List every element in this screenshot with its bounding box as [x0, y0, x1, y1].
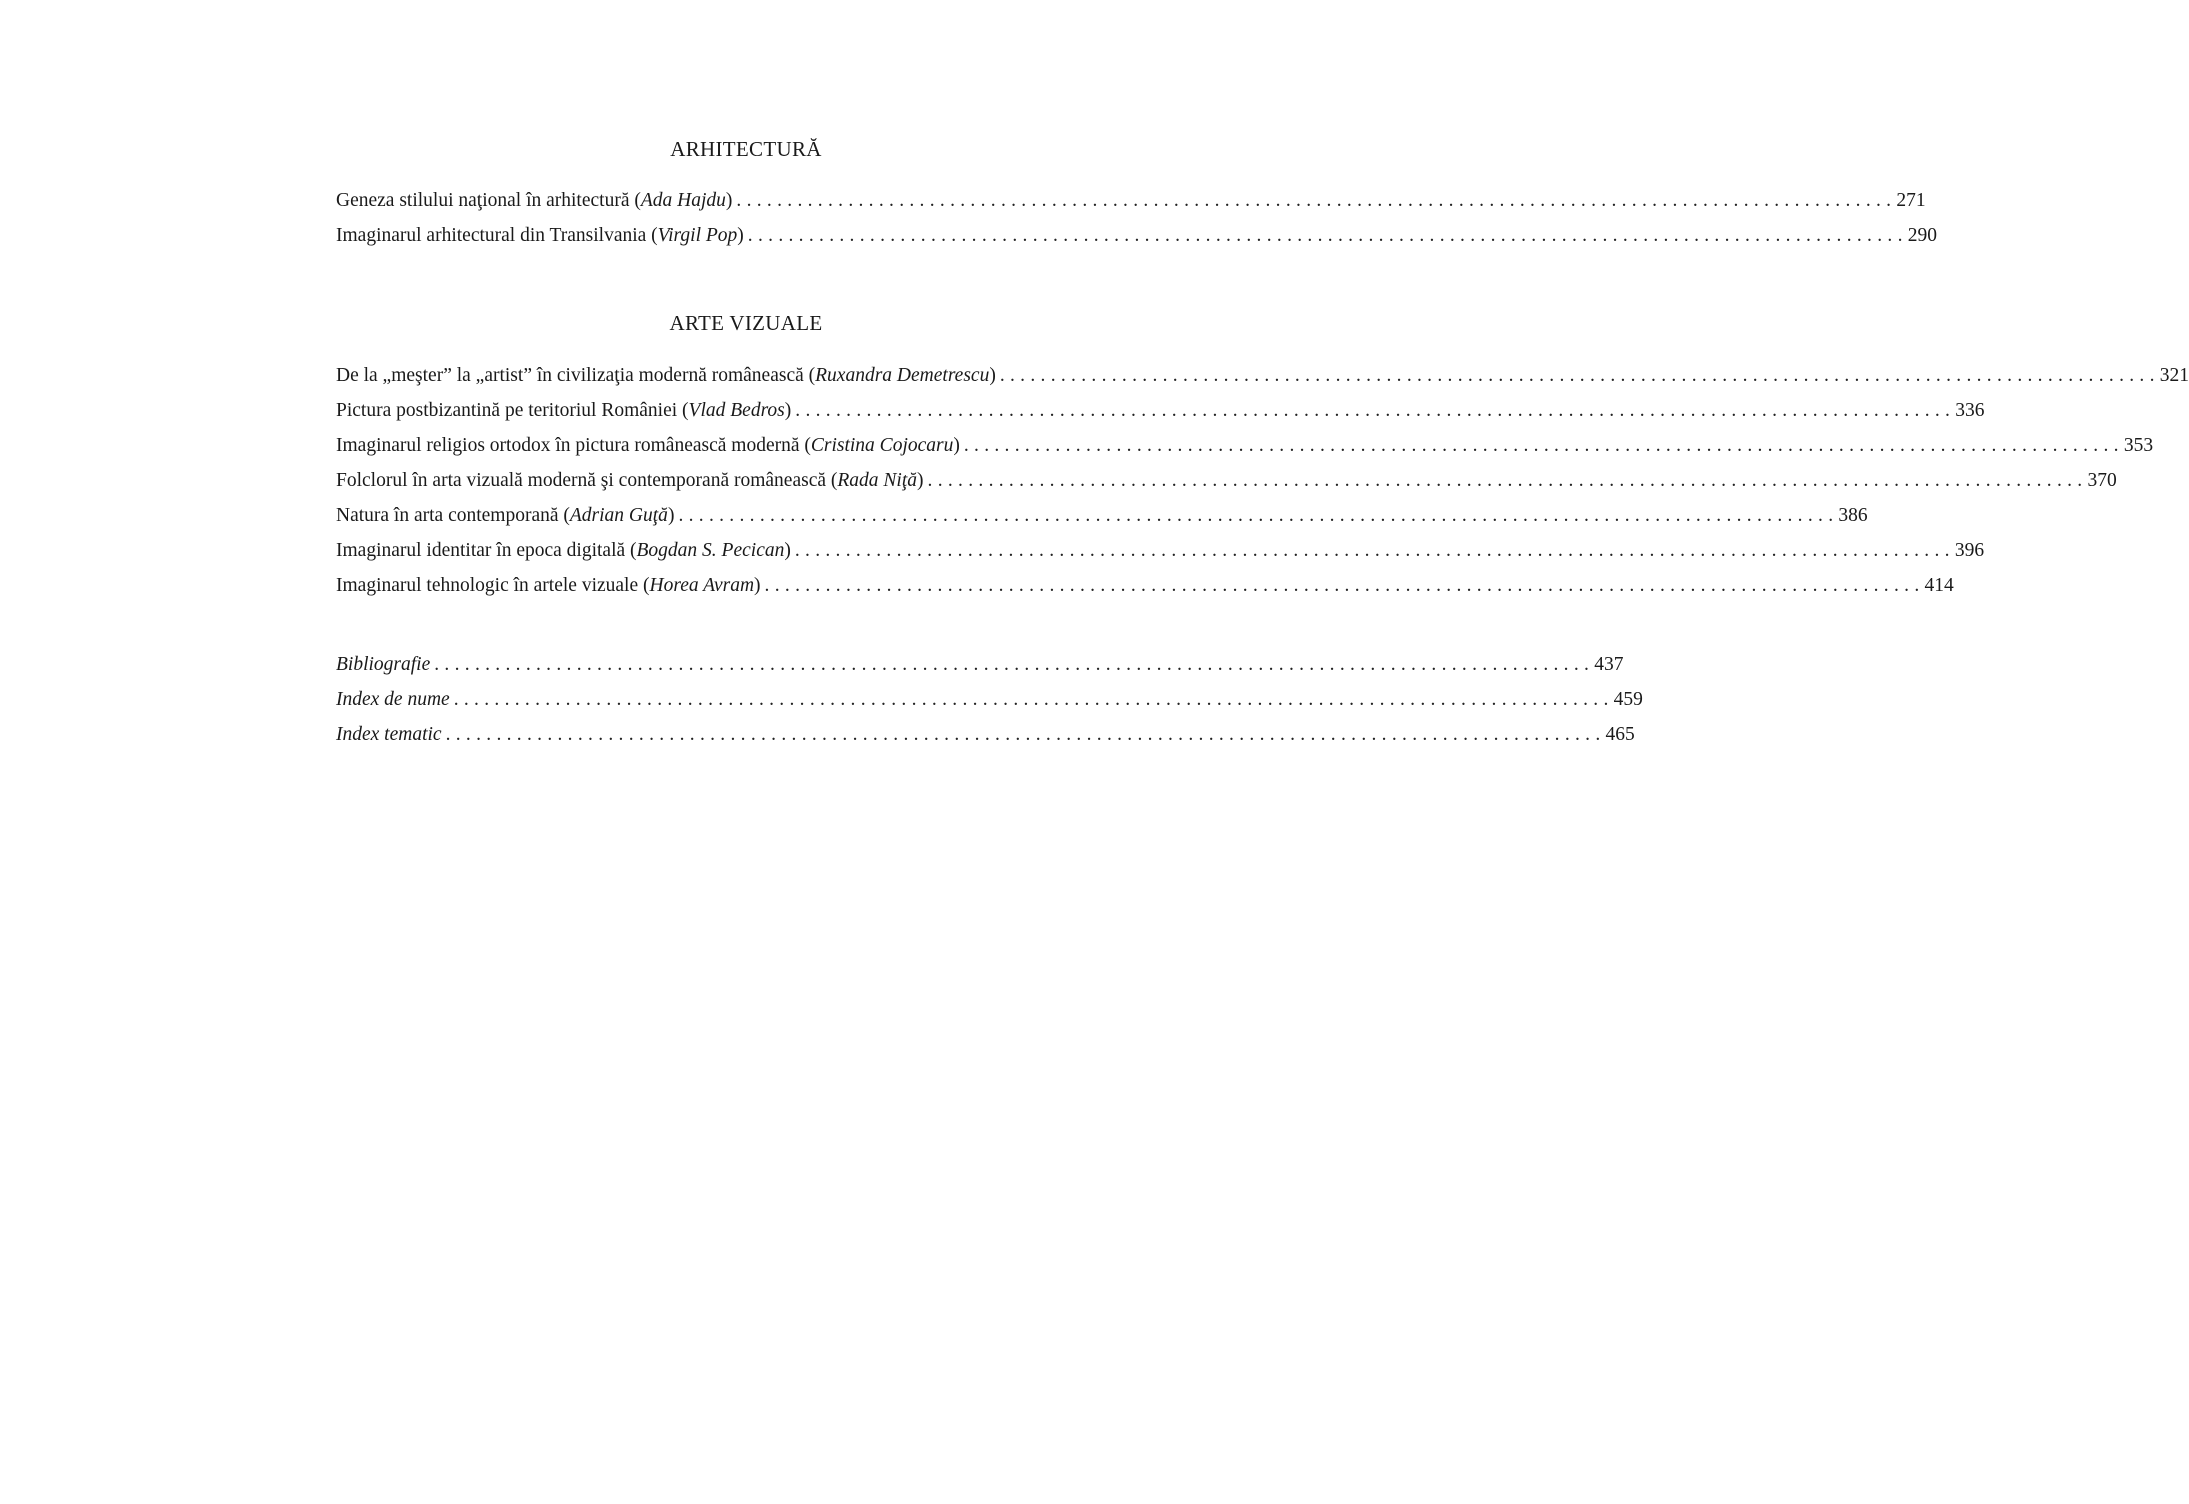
toc-entry[interactable] [336, 572, 1954, 600]
entry-author: Cristina Cojocaru [810, 435, 954, 456]
entry-author: Virgil Pop [657, 225, 738, 246]
entry-author: Horea Avram [649, 575, 755, 596]
entry-title: Folclorul în arta vizuală modernă şi contemporană românească (Rada Niţă) [336, 470, 924, 491]
entry-page-number: 459 [1613, 689, 1643, 710]
entry-author: Adrian Guţă [569, 505, 668, 526]
entry-title: Imaginarul tehnologic în artele vizuale (Horea Avram) [336, 575, 761, 596]
section-heading-arhitectura: ARHITECTURĂ [670, 137, 822, 161]
toc-entry[interactable] [336, 432, 2154, 460]
toc-entry-index-de-nume[interactable] [336, 686, 1643, 714]
dot-leader: .................................................................................................................. [434, 654, 1595, 675]
entry-title: Imaginarul religios ortodox în pictura românească modernă (Cristina Cojocaru) [336, 435, 960, 456]
toc-entry[interactable] [336, 537, 1985, 565]
dot-leader: .................................................................................................................. [445, 724, 1606, 745]
entry-page-number: 290 [1907, 225, 1937, 246]
entry-author: Vlad Bedros [688, 400, 785, 421]
entry-title: Bibliografie [336, 654, 431, 675]
entry-author: Ada Hajdu [640, 190, 726, 211]
entry-page-number: 396 [1954, 540, 1985, 561]
entry-author: Rada Niţă [837, 470, 918, 491]
entry-page-number: 353 [2123, 435, 2154, 456]
dot-leader: .................................................................................................................. [747, 225, 1908, 246]
entry-title: Pictura postbizantină pe teritoriul României (Vlad Bedros) [336, 400, 792, 421]
entry-title: Index de nume [336, 689, 450, 710]
toc-entry-index-tematic[interactable] [336, 721, 1635, 749]
toc-entry-bibliografie[interactable] [336, 651, 1624, 679]
dot-leader: .................................................................................................................. [678, 505, 1839, 526]
toc-entry[interactable] [336, 502, 1868, 530]
dot-leader: .................................................................................................................. [795, 400, 1956, 421]
entry-author: Ruxandra Demetrescu [815, 365, 990, 386]
entry-page-number: 437 [1594, 654, 1624, 675]
toc-entry[interactable] [336, 397, 1985, 425]
dot-leader: .................................................................................................................. [963, 435, 2124, 456]
entry-page-number: 336 [1955, 400, 1985, 421]
entry-title: Natura în arta contemporană (Adrian Guţă) [336, 505, 675, 526]
toc-entry[interactable] [336, 362, 2189, 390]
entry-page-number: 370 [2087, 470, 2117, 491]
entry-title: De la „meşter” la „artist” în civilizaţia modernă românească (Ruxandra Demetrescu) [336, 365, 996, 386]
entry-title: Imaginarul identitar în epoca digitală (Bogdan S. Pecican) [336, 540, 791, 561]
entry-title: Geneza stilului naţional în arhitectură (Ada Hajdu) [336, 190, 733, 211]
dot-leader: .................................................................................................................. [927, 470, 2088, 491]
dot-leader: .................................................................................................................. [999, 365, 2160, 386]
entry-title: Imaginarul arhitectural din Transilvania (Virgil Pop) [336, 225, 744, 246]
entry-page-number: 414 [1924, 575, 1954, 596]
dot-leader: .................................................................................................................. [794, 540, 1955, 561]
entry-title: Index tematic [336, 724, 442, 745]
entry-author: Bogdan S. Pecican [636, 540, 785, 561]
entry-page-number: 465 [1605, 724, 1635, 745]
section-heading-arte-vizuale: ARTE VIZUALE [669, 311, 823, 335]
dot-leader: .................................................................................................................. [764, 575, 1925, 596]
dot-leader: .................................................................................................................. [736, 190, 1897, 211]
dot-leader: .................................................................................................................. [453, 689, 1614, 710]
entry-page-number: 271 [1896, 190, 1926, 211]
toc-entry[interactable] [336, 187, 1926, 215]
toc-entry[interactable] [336, 467, 2117, 495]
toc-entry[interactable] [336, 222, 1937, 250]
entry-page-number: 321 [2159, 365, 2189, 386]
entry-page-number: 386 [1838, 505, 1868, 526]
